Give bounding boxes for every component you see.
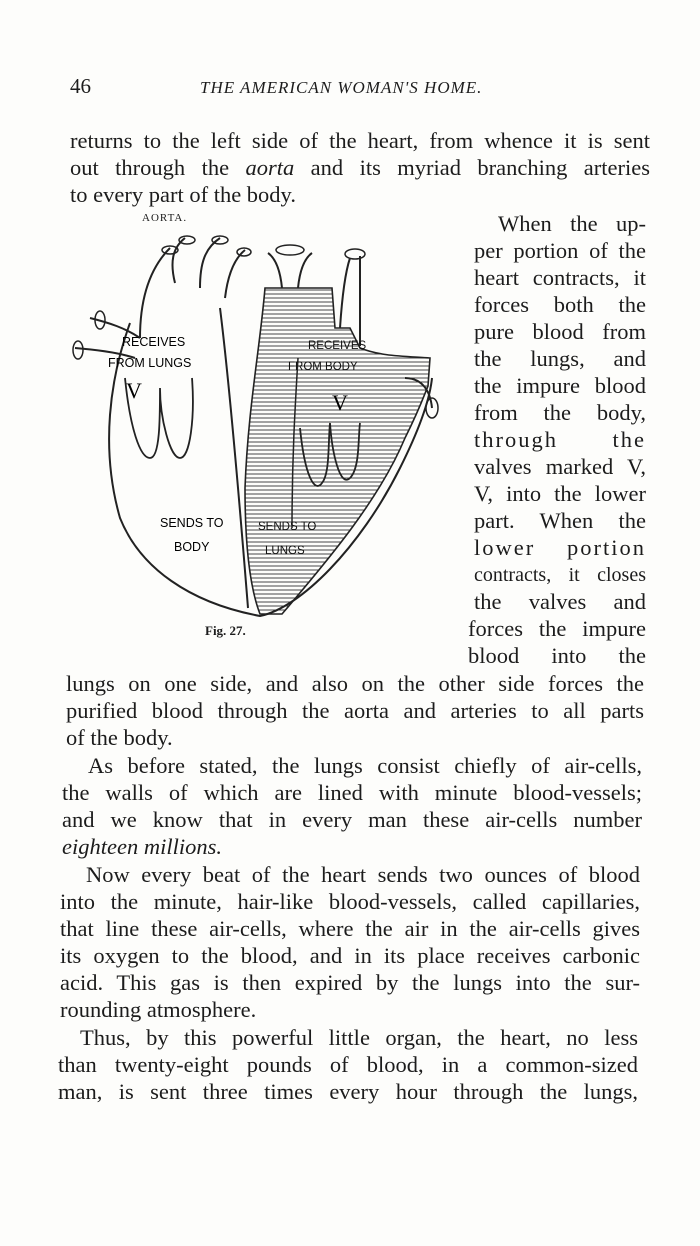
text-line: and we know that in every man these air-cells number	[62, 807, 642, 832]
emphasis-eighteen-millions: eighteen millions.	[62, 834, 222, 859]
text-line	[70, 155, 650, 181]
text-line: the walls of which are lined with minute blood-vessels;	[62, 780, 642, 805]
side-text-line: contracts, it closes	[474, 564, 646, 586]
figure-label-aorta: AORTA.	[142, 212, 188, 224]
text-segment: out through the	[70, 155, 246, 180]
label-sends-lungs-1: SENDS TO	[258, 521, 317, 533]
text-line: acid. This gas is then expired by the lungs into the sur-	[60, 970, 640, 995]
side-text-line: through the	[474, 427, 646, 452]
page-number: 46	[70, 74, 91, 98]
text-segment: and its myriad branching arteries	[294, 155, 651, 180]
text-line: purified blood through the aorta and arteries to all parts	[66, 698, 644, 723]
side-text-line: blood into the	[468, 643, 646, 668]
side-text-line: When the up-	[498, 211, 646, 236]
text-line: Thus, by this powerful little organ, the heart, no less	[80, 1025, 638, 1050]
label-sends-body-2: BODY	[174, 540, 210, 554]
side-text-line: forces both the	[474, 292, 646, 317]
label-sends-body-1: SENDS TO	[160, 516, 224, 530]
label-receives-lungs-1: RECEIVES	[122, 335, 186, 349]
text-line: its oxygen to the blood, and in its place receives carbonic	[60, 943, 640, 968]
text-line	[62, 834, 222, 860]
label-receives-lungs-2: FROM LUNGS	[108, 356, 192, 370]
text-line: than twenty-eight pounds of blood, in a common-sized	[58, 1052, 638, 1077]
heart-diagram	[60, 228, 450, 628]
label-receives-body-2: FROM BODY	[288, 361, 358, 373]
text-line: man, is sent three times every hour through the lungs,	[58, 1079, 638, 1104]
text-line: lungs on one side, and also on the other side forces the	[66, 671, 644, 696]
text-line: to every part of the body.	[70, 182, 296, 207]
side-text-line: the lungs, and	[474, 346, 646, 371]
valve-label-left: V	[126, 378, 142, 403]
side-text-line: per portion of the	[474, 238, 646, 263]
side-text-line: V, into the lower	[474, 481, 646, 506]
label-sends-lungs-2: LUNGS	[265, 545, 305, 557]
text-line: As before stated, the lungs consist chiefly of air-cells,	[88, 753, 642, 778]
text-line: of the body.	[66, 725, 173, 750]
figure-caption: Fig. 27.	[205, 623, 246, 638]
side-text-line: forces the impure	[468, 616, 646, 641]
text-line: rounding atmosphere.	[60, 997, 257, 1022]
side-text-line: lower portion	[474, 535, 646, 560]
emphasis-aorta: aorta	[245, 155, 295, 180]
valve-label-right: V	[332, 390, 348, 415]
text-line: returns to the left side of the heart, from whence it is sent	[70, 128, 650, 153]
text-line: into the minute, hair-like blood-vessels, called capillaries,	[60, 889, 640, 914]
text-line: Now every beat of the heart sends two ounces of blood	[86, 862, 640, 887]
side-text-line: the impure blood	[474, 373, 646, 398]
side-text-line: from the body,	[474, 400, 646, 425]
label-receives-body-1: RECEIVES	[308, 340, 367, 352]
running-title: THE AMERICAN WOMAN'S HOME.	[200, 78, 483, 97]
side-text-line: heart contracts, it	[474, 265, 646, 290]
side-text-line: the valves and	[474, 589, 646, 614]
side-text-line: valves marked V,	[474, 454, 646, 479]
side-text-line: part. When the	[474, 508, 646, 533]
text-line: that line these air-cells, where the air in the air-cells gives	[60, 916, 640, 941]
side-text-line: pure blood from	[474, 319, 646, 344]
